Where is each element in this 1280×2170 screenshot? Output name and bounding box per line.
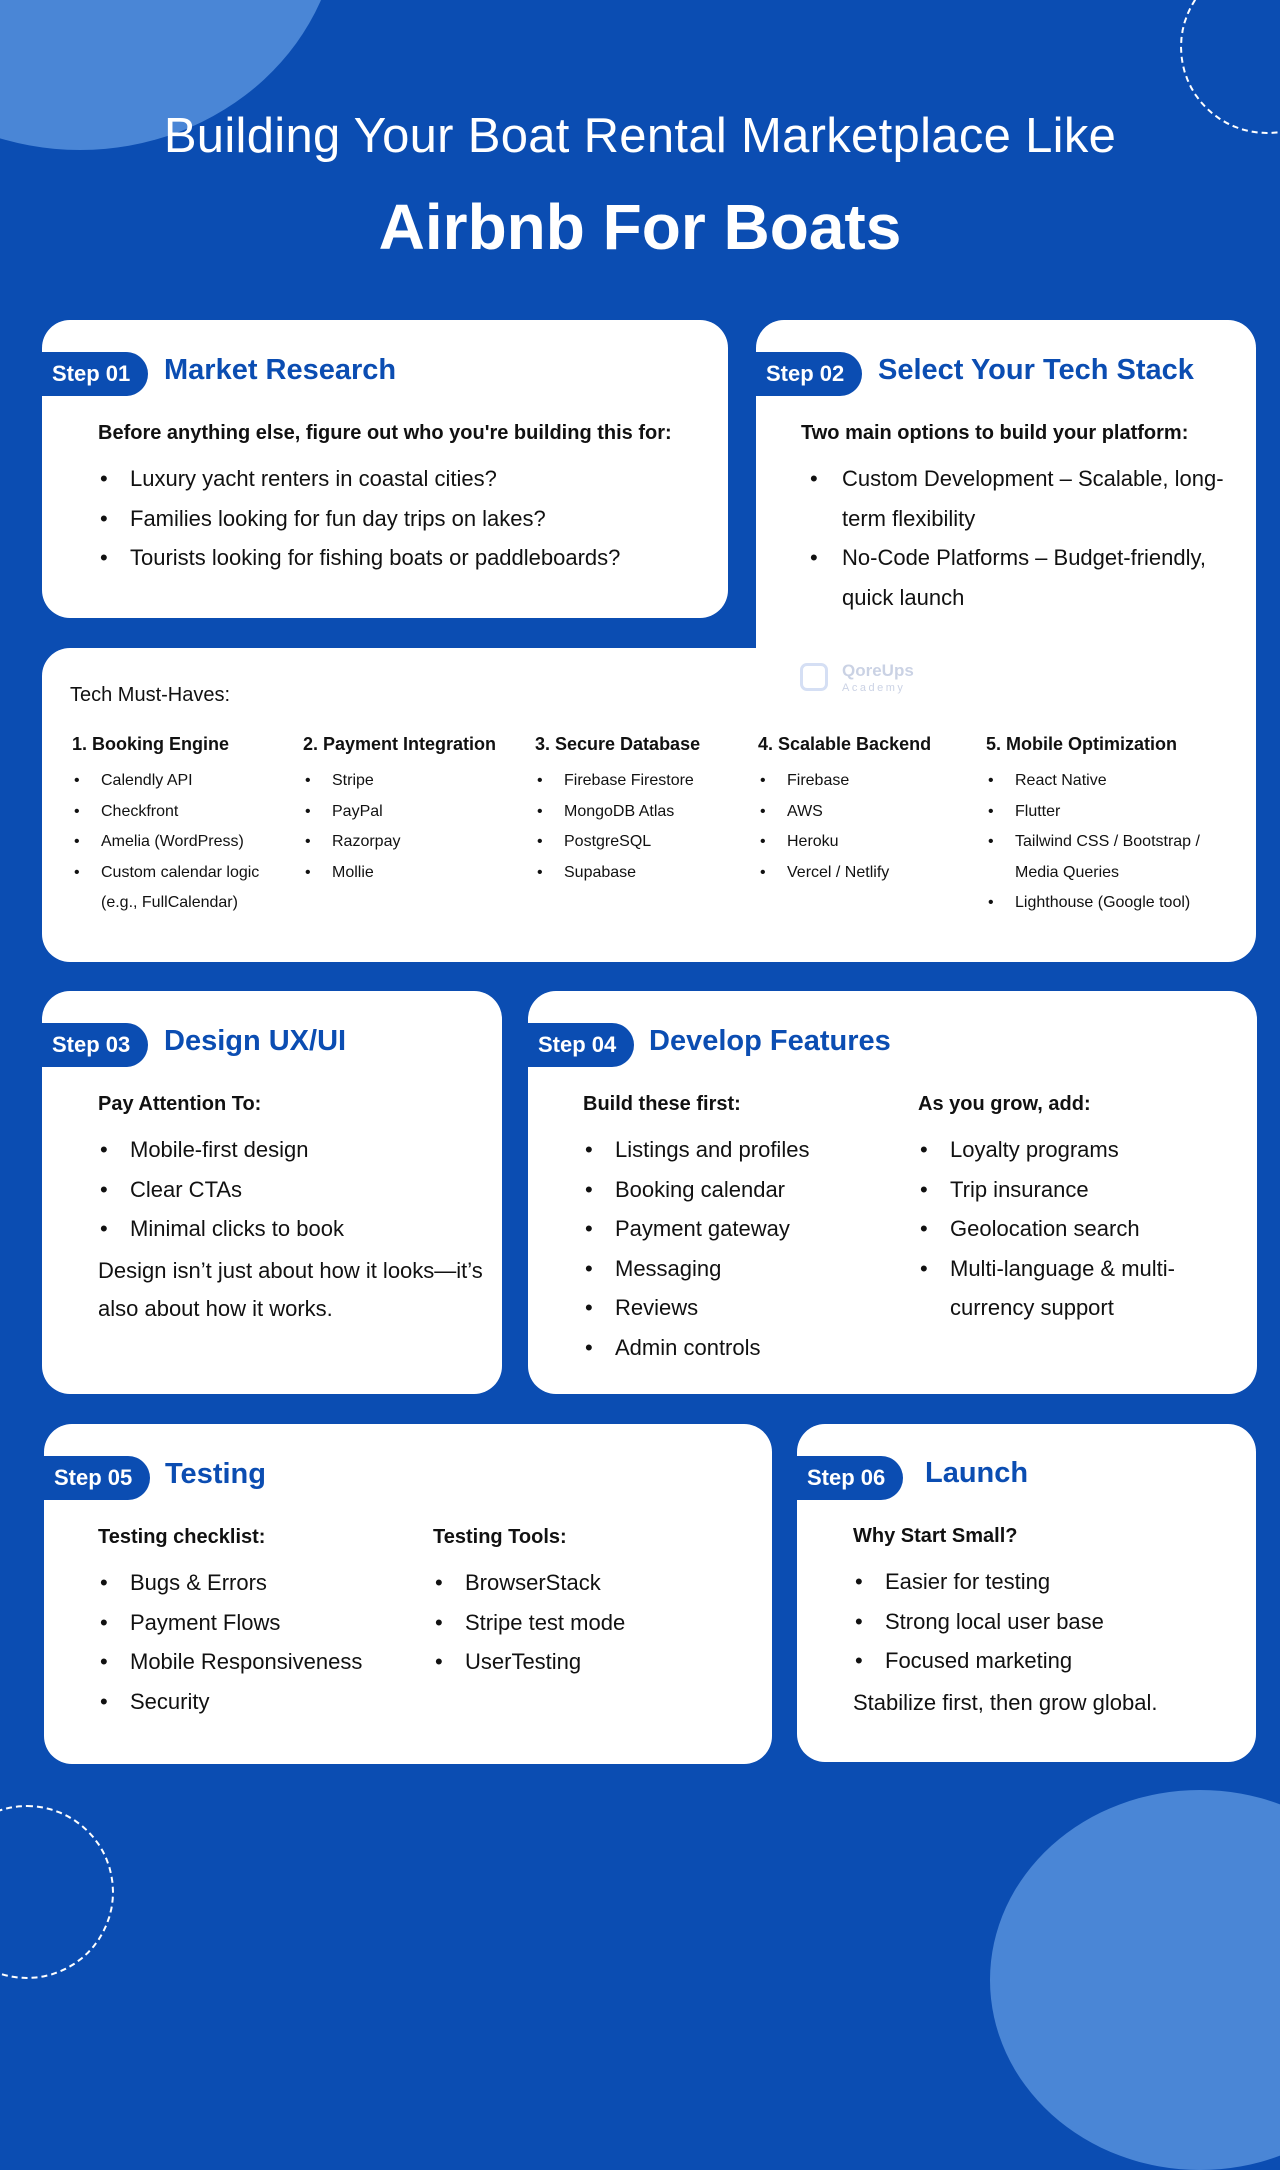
list-item: • Mollie	[303, 858, 513, 889]
page-title-line2: Airbnb For Boats	[378, 191, 902, 263]
step-05-card	[44, 1424, 772, 1764]
step-03-note: Design isn’t just about how it looks—it’s also about how it works.	[98, 1258, 483, 1321]
list-item: • Trip insurance	[918, 1170, 1228, 1210]
list-item: • Bugs & Errors	[98, 1563, 418, 1603]
list-item: • UserTesting	[433, 1642, 743, 1682]
list-item: • Listings and profiles	[583, 1130, 903, 1170]
list-item: • Easier for testing	[853, 1562, 1243, 1602]
list-item: • Firebase Firestore	[535, 766, 745, 797]
step-06-title: Launch	[925, 1457, 1029, 1489]
list-item: • PostgreSQL	[535, 827, 745, 858]
list-item: • Supabase	[535, 858, 745, 889]
step-04-title: Develop Features	[649, 1025, 891, 1057]
list-item: • Razorpay	[303, 827, 513, 858]
list-item: • Minimal clicks to book	[98, 1209, 488, 1249]
step-02-title: Select Your Tech Stack	[878, 354, 1194, 386]
list-item: • Mobile Responsiveness	[98, 1642, 418, 1682]
step-03-badge: Step 03	[42, 1023, 148, 1067]
list-item: • MongoDB Atlas	[535, 797, 745, 828]
step-04-first-title: Build these first:	[583, 1093, 741, 1115]
list-item: • Luxury yacht renters in coastal cities?	[98, 459, 718, 499]
column-title: 3. Secure Database	[535, 734, 701, 754]
watermark-sub: Academy	[842, 682, 906, 694]
list-item: • Families looking for fun day trips on lakes?	[98, 499, 718, 539]
step-01-badge: Step 01	[42, 352, 148, 396]
step-05-tools-title: Testing Tools:	[433, 1526, 567, 1548]
list-item: • Lighthouse (Google tool)	[986, 888, 1226, 919]
list-item: • Admin controls	[583, 1328, 903, 1368]
step-05-badge: Step 05	[44, 1456, 150, 1500]
step-05-title: Testing	[165, 1458, 266, 1490]
list-item: • Firebase	[758, 766, 968, 797]
list-item: • Payment Flows	[98, 1603, 418, 1643]
step-02-intro: Two main options to build your platform:	[801, 422, 1189, 444]
step-04-grow-list	[918, 1130, 1228, 1328]
list-item: • Messaging	[583, 1249, 903, 1289]
list-item: • Flutter	[986, 797, 1226, 828]
step-02-connector	[756, 620, 1256, 680]
page-title-line1: Building Your Boat Rental Marketplace Like	[163, 109, 1117, 163]
step-03-list	[98, 1130, 488, 1249]
step-01-list	[98, 459, 718, 578]
step-06-note: Stabilize first, then grow global.	[853, 1690, 1158, 1715]
step-05-checklist	[98, 1563, 418, 1721]
step-06-card	[797, 1424, 1256, 1762]
list-item: • Stripe test mode	[433, 1603, 743, 1643]
step-05-tools	[433, 1563, 743, 1682]
step-04-grow-title: As you grow, add:	[918, 1093, 1091, 1115]
step-01-card	[42, 320, 728, 618]
list-item: • No-Code Platforms – Budget-friendly, quick launch	[808, 538, 1248, 617]
list-item: • Custom calendar logic (e.g., FullCalendar)	[72, 858, 292, 919]
list-item: • Stripe	[303, 766, 513, 797]
decorative-dashed-circle-bottom	[0, 1805, 114, 1979]
step-03-intro: Pay Attention To:	[98, 1093, 262, 1115]
step-04-card	[528, 991, 1257, 1394]
list-item: • Calendly API	[72, 766, 292, 797]
list-item: • Payment gateway	[583, 1209, 903, 1249]
list-item: • Clear CTAs	[98, 1170, 488, 1210]
list-item: • PayPal	[303, 797, 513, 828]
step-02-badge: Step 02	[756, 352, 862, 396]
list-item: • Security	[98, 1682, 418, 1722]
list-item: • Reviews	[583, 1288, 903, 1328]
list-item: • Vercel / Netlify	[758, 858, 968, 889]
step-04-badge: Step 04	[528, 1023, 634, 1067]
column-title: 5. Mobile Optimization	[986, 734, 1178, 754]
list-item: • AWS	[758, 797, 968, 828]
watermark-name: QoreUps	[842, 661, 914, 680]
list-item: • React Native	[986, 766, 1226, 797]
list-item: • Tailwind CSS / Bootstrap / Media Queries	[986, 827, 1226, 888]
column-title: 2. Payment Integration	[303, 734, 497, 754]
list-item: • Checkfront	[72, 797, 292, 828]
list-item: • Multi-language & multi-currency support	[918, 1249, 1228, 1328]
step-03-card	[42, 991, 502, 1394]
step-03-title: Design UX/UI	[164, 1025, 347, 1057]
list-item: • Heroku	[758, 827, 968, 858]
step-06-badge: Step 06	[797, 1456, 903, 1500]
list-item: • Custom Development – Scalable, long-term flexibility	[808, 459, 1248, 538]
step-02-list	[808, 459, 1248, 617]
step-06-list	[853, 1562, 1243, 1681]
list-item: • Strong local user base	[853, 1602, 1243, 1642]
step-05-checklist-title: Testing checklist:	[98, 1526, 266, 1548]
qoreups-logo-icon	[800, 663, 828, 691]
decorative-blob-bottom-right	[990, 1790, 1280, 2170]
list-item: • Amelia (WordPress)	[72, 827, 292, 858]
step-04-first-list	[583, 1130, 903, 1367]
step-01-intro: Before anything else, figure out who you're building this for:	[98, 422, 672, 444]
step-01-title: Market Research	[164, 354, 397, 386]
list-item: • Booking calendar	[583, 1170, 903, 1210]
tech-must-haves-title: Tech Must-Haves:	[70, 684, 231, 706]
column-title: 4. Scalable Backend	[758, 734, 932, 754]
list-item: • Geolocation search	[918, 1209, 1228, 1249]
list-item: • Mobile-first design	[98, 1130, 488, 1170]
list-item: • BrowserStack	[433, 1563, 743, 1603]
column-title: 1. Booking Engine	[72, 734, 230, 754]
list-item: • Focused marketing	[853, 1641, 1243, 1681]
step-06-intro: Why Start Small?	[853, 1525, 1018, 1547]
list-item: • Tourists looking for fishing boats or paddleboards?	[98, 538, 718, 578]
list-item: • Loyalty programs	[918, 1130, 1228, 1170]
tech-must-haves-card	[42, 648, 1256, 962]
